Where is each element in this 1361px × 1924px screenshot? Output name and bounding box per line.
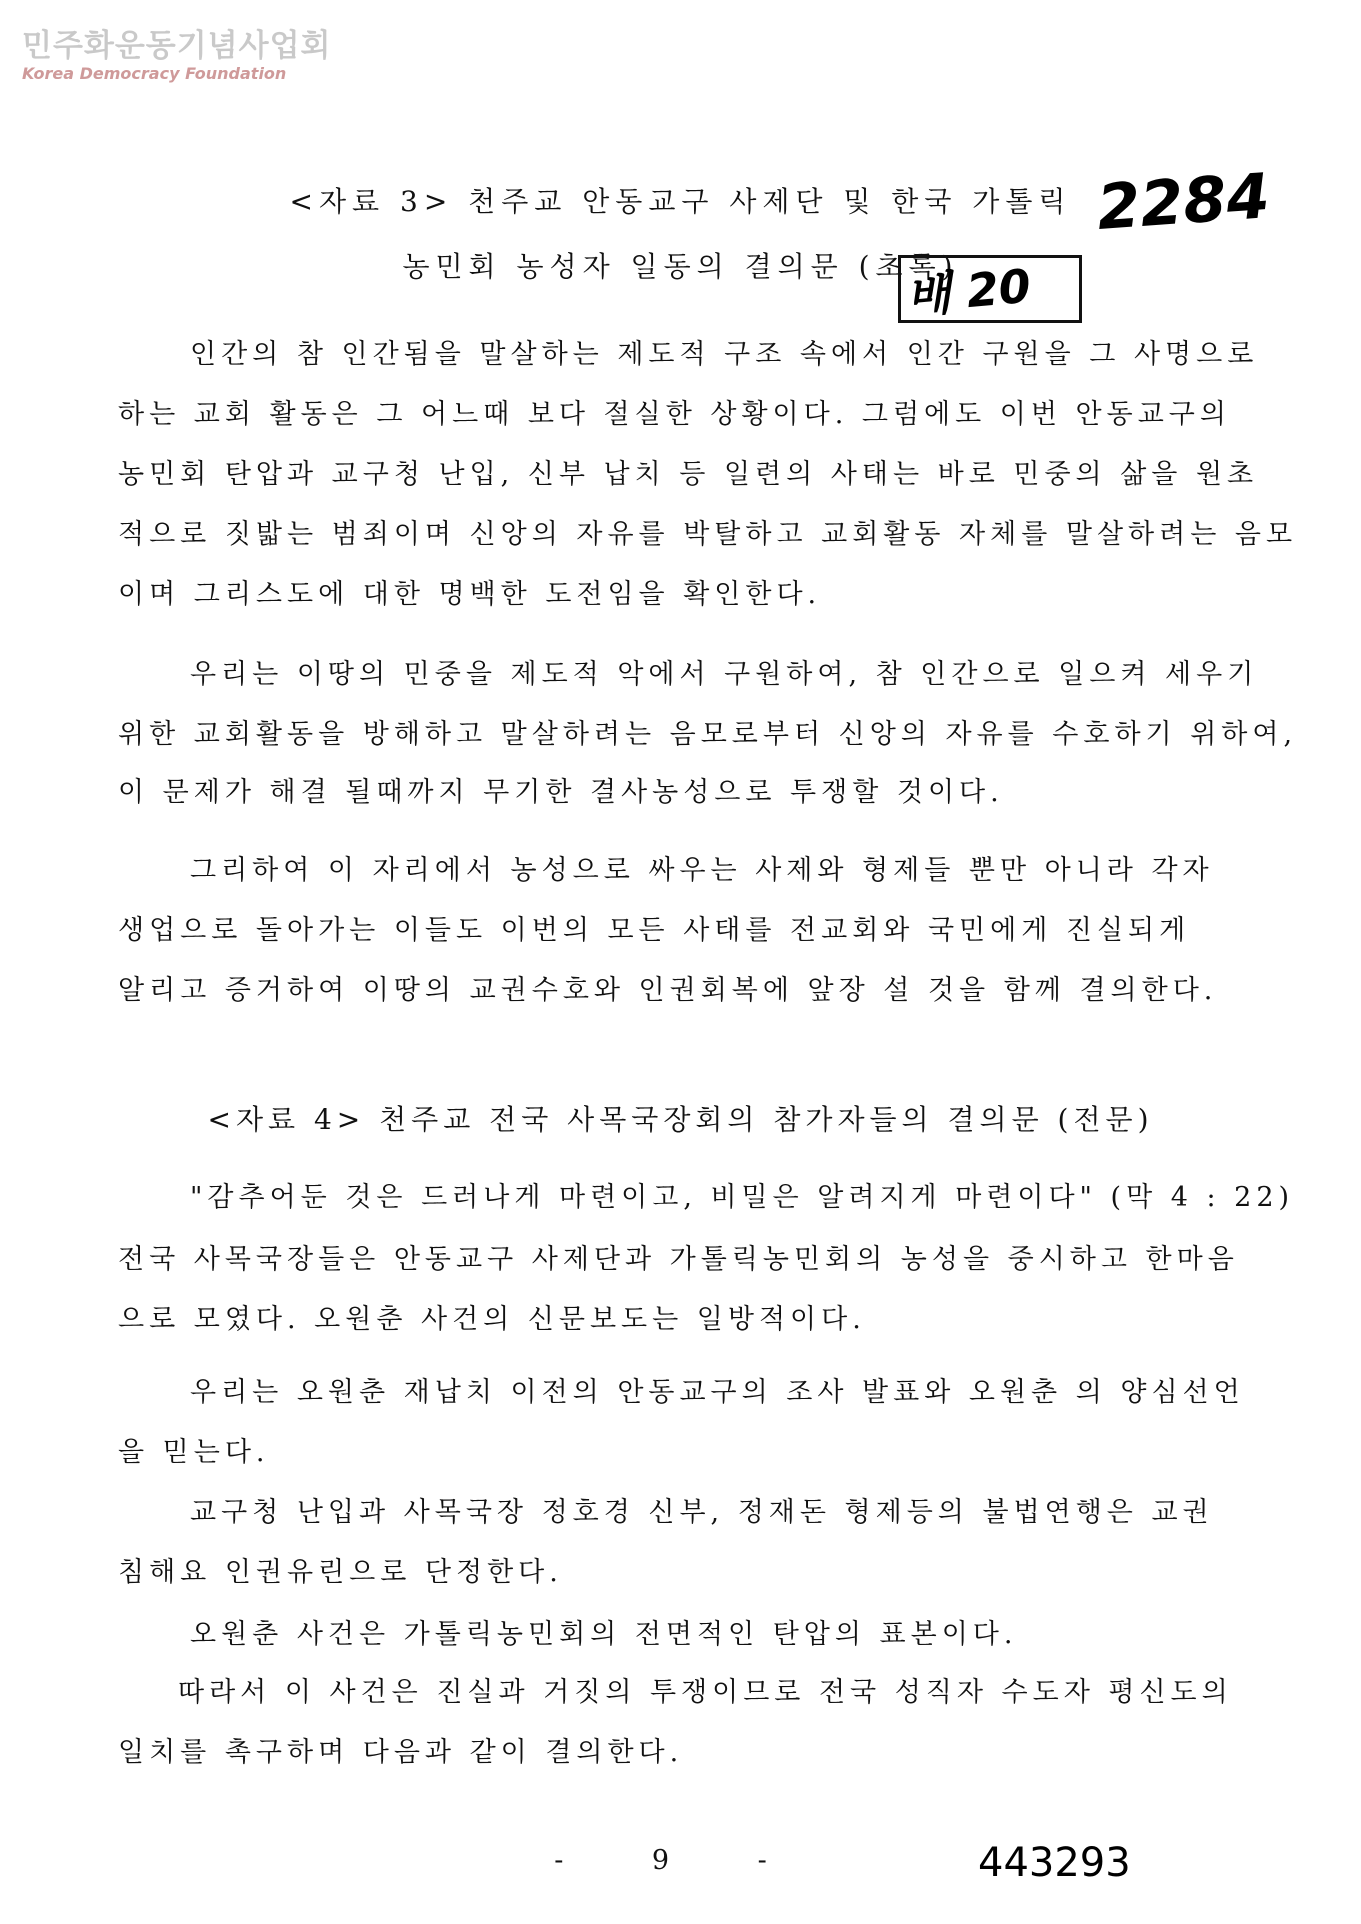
page-number: - 9 - xyxy=(554,1845,807,1876)
section3-line: 이며 그리스도에 대한 명백한 도전임을 확인한다. xyxy=(118,579,822,610)
section3-line: 위한 교회활동을 방해하고 말살하려는 음모로부터 신앙의 자유를 수호하기 위하여, xyxy=(118,719,1298,750)
section3-line: 인간의 참 인간됨을 말살하는 제도적 구조 속에서 인간 구원을 그 사명으로 xyxy=(190,339,1259,370)
section4-title: <자료 4> 천주교 전국 사목국장회의 참가자들의 결의문 (전문) xyxy=(207,1103,1154,1136)
section4-line: 우리는 오원춘 재납치 이전의 안동교구의 조사 발표와 오원춘 의 양심선언 xyxy=(190,1377,1245,1408)
section4-line: 따라서 이 사건은 진실과 거짓의 투쟁이므로 전국 성직자 수도자 평신도의 xyxy=(178,1677,1233,1708)
section3-title-line2: 농민회 농성자 일동의 결의문 (초록) xyxy=(402,250,959,283)
section4-line: 으로 모였다. 오원춘 사건의 신문보도는 일방적이다. xyxy=(118,1304,866,1335)
section4-line: 교구청 난입과 사목국장 정호경 신부, 정재돈 형제등의 불법연행은 교권 xyxy=(190,1497,1214,1528)
section4-line: 침해요 인권유린으로 단정한다. xyxy=(118,1557,563,1588)
section3-line: 농민회 탄압과 교구청 난입, 신부 납치 등 일련의 사태는 바로 민중의 삶을 원초 xyxy=(118,459,1259,490)
section4-line: "감추어둔 것은 드러나게 마련이고, 비밀은 알려지게 마련이다" (막 4 : 22) xyxy=(190,1182,1295,1213)
handwritten-top-number: 2284 xyxy=(1094,159,1272,244)
handwritten-bottom-number: 443293 xyxy=(978,1840,1131,1886)
section3-line: 하는 교회 활동은 그 어느때 보다 절실한 상황이다. 그럼에도 이번 안동교구의 xyxy=(118,399,1231,430)
section4-line: 을 믿는다. xyxy=(118,1437,270,1468)
section4-line: 일치를 촉구하며 다음과 같이 결의한다. xyxy=(118,1737,684,1768)
handwritten-box-note: 배 20 xyxy=(904,258,1033,324)
section3-line: 적으로 짓밟는 범죄이며 신앙의 자유를 박탈하고 교회활동 자체를 말살하려는 음모 xyxy=(118,519,1298,550)
section4-line: 전국 사목국장들은 안동교구 사제단과 가톨릭농민회의 농성을 중시하고 한마음 xyxy=(118,1244,1239,1275)
section3-line: 알리고 증거하여 이땅의 교권수호와 인권회복에 앞장 설 것을 함께 결의한다. xyxy=(118,975,1218,1006)
section4-line: 오원춘 사건은 가톨릭농민회의 전면적인 탄압의 표본이다. xyxy=(190,1619,1018,1650)
section3-line: 우리는 이땅의 민중을 제도적 악에서 구원하여, 참 인간으로 일으켜 세우기 xyxy=(190,659,1259,690)
section3-line: 이 문제가 해결 될때까지 무기한 결사농성으로 투쟁할 것이다. xyxy=(118,777,1004,808)
section3-line: 그리하여 이 자리에서 농성으로 싸우는 사제와 형제들 뿐만 아니라 각자 xyxy=(190,855,1214,886)
section3-line: 생업으로 돌아가는 이들도 이번의 모든 사태를 전교회와 국민에게 진실되게 xyxy=(118,915,1191,946)
section3-title-line1: <자료 3> 천주교 안동교구 사제단 및 한국 가톨릭 xyxy=(289,185,1072,218)
watermark-english: Korea Democracy Foundation xyxy=(22,64,287,83)
watermark-korean: 민주화운동기념사업회 xyxy=(22,28,332,64)
